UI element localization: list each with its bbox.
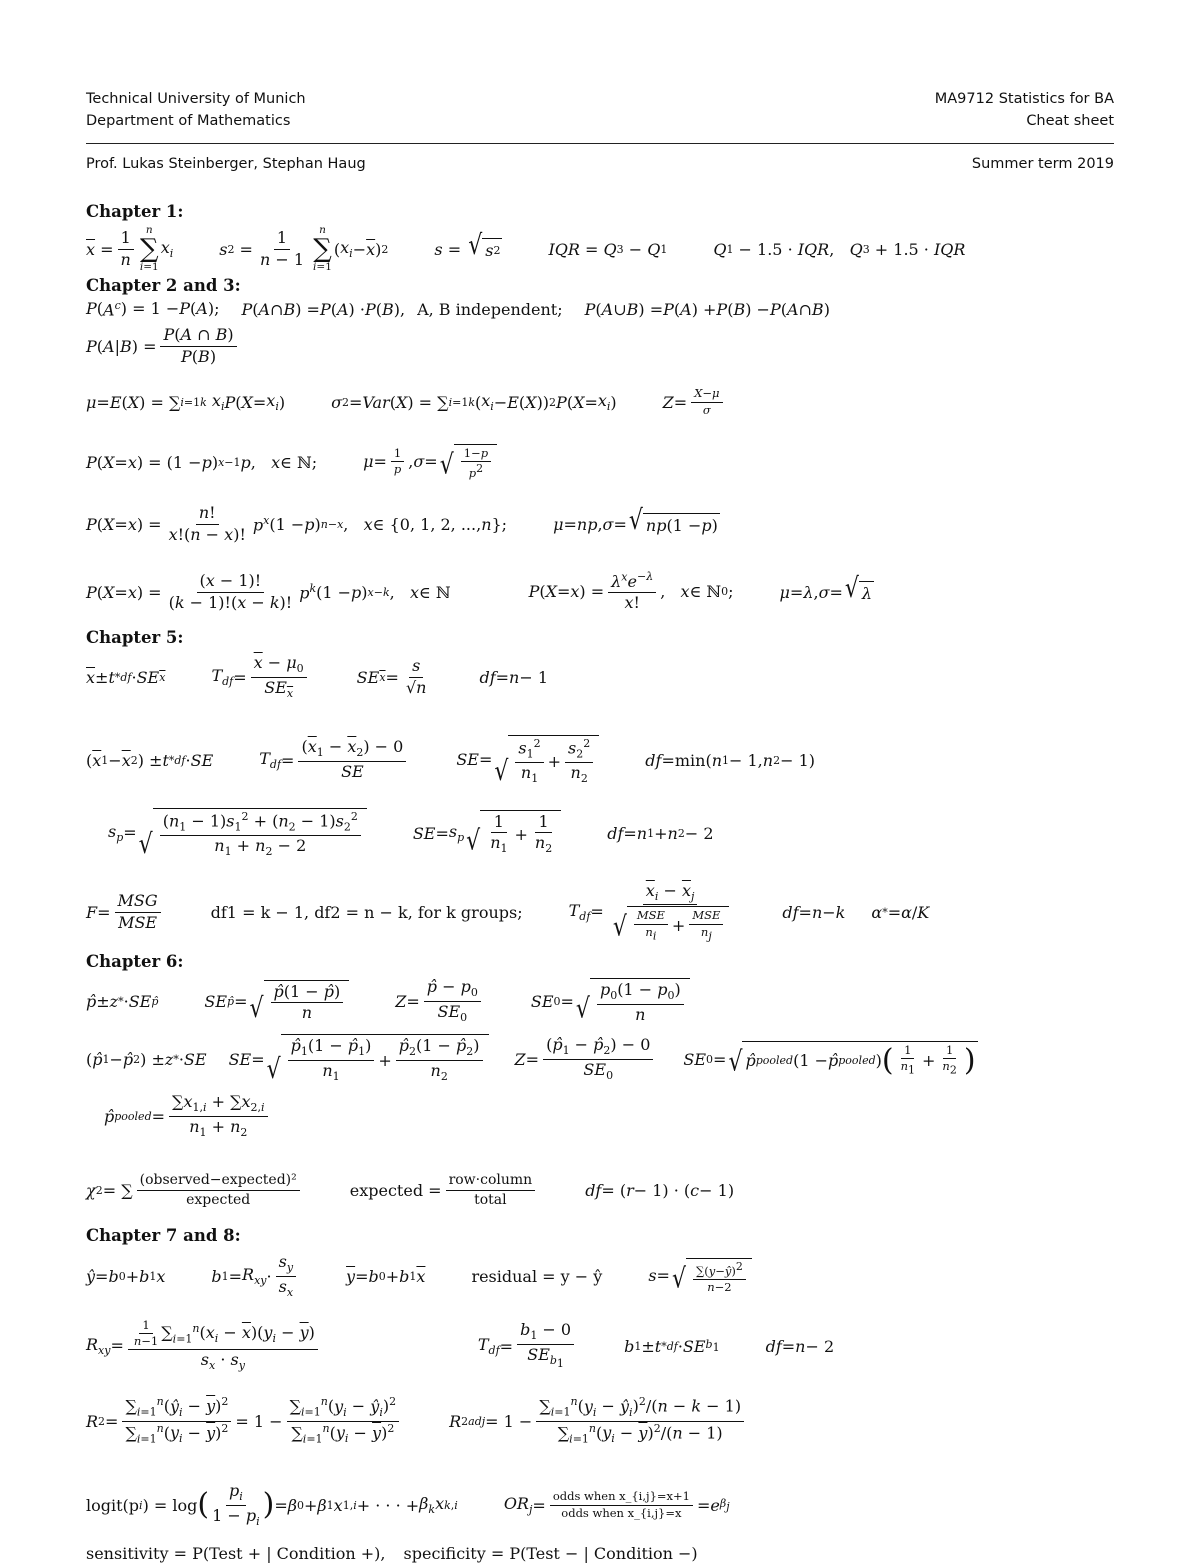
department-name: Department of Mathematics bbox=[86, 113, 291, 129]
chapter-7-8-heading: Chapter 7 and 8: bbox=[86, 1226, 241, 1245]
formula-f-statistic: F = $\frac{\text{MSG}}{\text{MSE}}$ bbox=[86, 892, 165, 932]
formula-regression-line: ŷ = b 0 + b 1 x bbox=[86, 1266, 166, 1286]
formula-slope: b 1 = $R_{xy}$ · $\frac{s_y}{s_x}$ bbox=[211, 1253, 300, 1300]
formula-negative-binomial: P ( X = x ) = $\frac{(x - 1)!}{(k - 1)!(x - k)!}$ $p^k$ (1 − p ) x−k , x ∈ ℕ bbox=[86, 571, 451, 612]
formula-se0-proportion: SE 0 = √ $\frac{p_0(1 - p_0)}{n}$ bbox=[531, 978, 690, 1024]
label-sensitivity: sensitivity = P(Test + | Condition +), bbox=[86, 1543, 386, 1563]
formula-variance-rv: σ 2 = Var ( X ) = ∑ i=1 k ( $x_i$ − E ( X )) 2 P ( X = $x_i$ ) bbox=[331, 390, 617, 414]
formula-sd: s = √ s 2 bbox=[434, 230, 501, 262]
formula-poisson: P ( X = x ) = $\frac{\lambda^xe^{-\lambda}}{x!}$ , x ∈ ℕ 0 ; bbox=[528, 570, 734, 613]
formula-line-correlation bbox=[86, 1305, 1114, 1379]
formula-line-sensitivity bbox=[86, 1541, 1114, 1565]
formula-line-regression bbox=[86, 1247, 1114, 1305]
pooled-subscript-2: pooled bbox=[838, 1054, 876, 1067]
formula-line-one-sample-t bbox=[86, 649, 1114, 705]
label-residual: residual = y − ŷ bbox=[471, 1266, 603, 1286]
formula-iqr: IQR = Q 3 − Q 1 bbox=[548, 239, 668, 259]
formula-correlation: $R_{xy}$ = $\frac{1}{n-1}$ $\sum_{i=1}^n(x_i - \overline{x})(y_i - \overline{y})$ $s_x \cdot s_y$ bbox=[86, 1319, 322, 1373]
odds-numerator: odds when x_{i,j}=x+1 bbox=[550, 1490, 693, 1505]
formula-intersection: P ( A ∩ B ) = P ( A ) · P ( B ), bbox=[241, 299, 406, 319]
formula-chi-square: χ 2 = ∑ $\frac{\text{(observed−expected)²}}{\text{expected}}$ bbox=[86, 1172, 304, 1207]
formula-line-anova bbox=[86, 865, 1114, 951]
formula-line-r-squared bbox=[86, 1379, 1114, 1457]
label-specificity: specificity = P(Test − | Condition −) bbox=[403, 1543, 698, 1563]
label-anova-df: df1 = k − 1, df2 = n − k, for k groups; bbox=[210, 902, 523, 922]
formula-line-negbinomial-poisson bbox=[86, 557, 1114, 627]
label-expected: expected bbox=[349, 1180, 424, 1200]
formula-binomial-moments: μ = np , σ = √ np (1 − p ) bbox=[553, 505, 718, 537]
formula-variance: s 2 = $\frac{1}{n - 1}$ n ∑ i=1 ( $x_i$ − $\overline{x}$ ) 2 bbox=[219, 224, 389, 273]
total-label: total bbox=[474, 1191, 507, 1208]
formula-ci-proportion: p̂ ± z * · SE p̂ bbox=[86, 991, 159, 1011]
formula-intercept: $\overline{y}$ = b 0 + b 1 $\overline{x}$ bbox=[346, 1266, 426, 1286]
formula-se0-diff-proportions: SE 0 = √ p̂ pooled (1 − p̂ pooled ) ( $\frac{1}{n_1}$ + $\frac{1}{n_2}$ ) bbox=[683, 1042, 976, 1079]
formula-df-chi-square: df = ( r − 1) · ( c − 1) bbox=[585, 1180, 735, 1200]
formula-line-pooled-proportion bbox=[86, 1089, 1114, 1143]
formula-df-pooled: df = n 1 + n 2 − 2 bbox=[607, 823, 714, 843]
formula-line-two-sample-t bbox=[86, 705, 1114, 801]
formula-ci-slope: b 1 ± t * df · SE $b_1$ bbox=[624, 1336, 720, 1356]
formula-expectation: μ = E ( X ) = ∑ i=1 k $x_i$ P ( X = $x_i$ ) bbox=[86, 390, 286, 414]
formula-outlier-fences: Q 1 − 1.5 · IQR , Q 3 + 1.5 · IQR bbox=[713, 239, 966, 259]
formula-ci-diff-means: ( $\overline{x}$ 1 − $\overline{x}$ 2 ) ± t * df · SE bbox=[86, 750, 214, 770]
formula-df-welch: df =min( n 1 − 1, n 2 − 1) bbox=[645, 750, 815, 770]
university-name: Technical University of Munich bbox=[86, 91, 306, 107]
formula-complement: P ( $A^c$ ) = 1 − P ( A ); bbox=[86, 298, 220, 320]
formula-t-pairwise: $T_{df}$ = $\overline{x}_i - \overline{x}_j$ √ $\frac{\text{MSE}}{n_i}$ + $\frac{\text{MSE}}{n_j}$ bbox=[569, 882, 737, 943]
formula-expected-count: expected = $\frac{\text{row·column}}{\text{total}}$ bbox=[350, 1172, 539, 1207]
chi-numerator: (observed−expected)² bbox=[137, 1172, 300, 1190]
formula-r-squared: R 2 = $\frac{\sum_{i=1}^n(ŷ_i - \overline{y})^2}{\sum_{i=1}^n(y_i - \overline{y})^2}$ = 1 − $\frac{\sum_{i=1}^n(y_i - ŷ_i)^2}{\sum_{i=1}^n(y_i - \overline{y})^2}$ bbox=[86, 1396, 403, 1445]
label-independent: A, B independent; bbox=[417, 299, 563, 319]
formula-geometric-moments: μ = $\frac{1}{p}$ , σ = √ $\frac{1-p}{p^2}$ bbox=[363, 444, 497, 480]
row-column-label: row·column bbox=[446, 1172, 536, 1190]
formula-ci-diff-proportions: ( p̂ 1 − p̂ 2 ) ± z * · SE bbox=[86, 1049, 207, 1069]
formula-se-proportion: SE p̂ = √ $\frac{p̂(1 - p̂)}{n}$ bbox=[204, 980, 349, 1023]
formula-se-diff-means: SE = √ $\frac{s_1^2}{n_1}$ + $\frac{s_2^2}{n_2}$ bbox=[456, 735, 599, 786]
header-rule bbox=[86, 143, 1114, 144]
formula-logit: logit(p i ) = log ( $\frac{p_i}{1 - p_i}$ ) = β 0 + β 1 x 1,i + · · · + $\beta_kx$ k,i bbox=[86, 1480, 458, 1528]
formula-z-score: Z = $\frac{X-\mu}{\sigma}$ bbox=[663, 387, 727, 416]
chi-denominator: expected bbox=[186, 1191, 251, 1208]
formula-union: P ( A ∪ B ) = P ( A ) + P ( B ) − P ( A ∩ B ) bbox=[584, 299, 830, 319]
document-type: Cheat sheet bbox=[1026, 113, 1114, 129]
chapter-5-heading: Chapter 5: bbox=[86, 628, 184, 647]
formula-df-anova: df = n − k bbox=[782, 902, 846, 922]
chapter-2-3-heading: Chapter 2 and 3: bbox=[86, 276, 241, 295]
formula-df-one-sample: df = n − 1 bbox=[479, 667, 549, 687]
authors: Prof. Lukas Steinberger, Stephan Haug bbox=[86, 156, 366, 172]
formula-poisson-moments: μ = λ , σ = √ λ bbox=[779, 573, 873, 605]
formula-ci-mean: $\overline{x}$ ± t * df · SE $\overline{x}$ bbox=[86, 667, 166, 687]
formula-line-two-proportions bbox=[86, 1029, 1114, 1089]
formula-bonferroni: α * = α / K bbox=[871, 902, 930, 922]
formula-line-expectation bbox=[86, 371, 1114, 433]
formula-line-one-proportion bbox=[86, 973, 1114, 1029]
formula-z-diff-proportions: Z = $\frac{(p̂_1 - p̂_2) - 0}{SE_0}$ bbox=[515, 1036, 658, 1083]
formula-line-binomial bbox=[86, 491, 1114, 557]
formula-se-mean: SE $\overline{x}$ = $\frac{s}{√n}$ bbox=[356, 656, 427, 697]
formula-line-probability-rules bbox=[86, 297, 1114, 321]
formula-line-logistic bbox=[86, 1457, 1114, 1541]
formula-adjusted-r-squared: R 2 adj = 1 − $\frac{\sum_{i=1}^n(y_i - ŷ_i)^2/(n - k - 1)}{\sum_{i=1}^n(y_i - \overline{y})^2/(n - 1)}$ bbox=[449, 1396, 748, 1445]
formula-pooled-proportion: p̂ pooled = $\frac{\sum x_{1,i} + \sum x_{2,i}}{n_1 + n_2}$ bbox=[104, 1093, 272, 1140]
formula-line-ch1 bbox=[86, 223, 1114, 275]
formula-t-diff-means: $T_{df}$ = $\frac{(\overline{x}_1 - \overline{x}_2) - 0}{SE}$ bbox=[259, 738, 410, 781]
formula-conditional-probability: P ( A | B ) = $\frac{P(A \cap B)}{P(B)}$ bbox=[86, 326, 241, 366]
formula-geometric: P ( X = x ) = (1 − p ) x−1 p , x ∈ ℕ; bbox=[86, 452, 318, 472]
formula-mean: $\overline{x}$ = $\frac{1}{n}$ n ∑ i=1 $x_i$ bbox=[86, 224, 174, 273]
chapter-1-heading: Chapter 1: bbox=[86, 202, 184, 221]
formula-z-proportion: Z = $\frac{p̂ - p_0}{SE_0}$ bbox=[395, 978, 485, 1025]
chapter-6-heading: Chapter 6: bbox=[86, 952, 184, 971]
course-name: MA9712 Statistics for BA bbox=[934, 91, 1114, 107]
odds-denominator: odds when x_{i,j}=x bbox=[561, 1505, 682, 1520]
formula-df-regression: df = n − 2 bbox=[765, 1336, 835, 1356]
formula-t-statistic: $T_{df}$ = $\frac{\overline{x} - \mu_0}{SE_{\overline{x}}}$ bbox=[211, 654, 310, 701]
formula-line-geometric bbox=[86, 433, 1114, 491]
header-top bbox=[86, 88, 1114, 132]
formula-odds-ratio: $OR_j$ = $\frac{\text{odds when x\_\{i,j\}=x+1}}{\text{odds when x\_\{i,j\}=x}}$ = e $\beta_j$ bbox=[503, 1489, 730, 1520]
formula-binomial: P ( X = x ) = $\frac{n!}{x!(n - x)!}$ $p^x$ (1 − p ) n−x , x ∈ {0, 1, 2, ..., n }; bbox=[86, 503, 508, 544]
formula-se-pooled: SE = $s_p$ √ $\frac{1}{n_1}$ + $\frac{1}{n_2}$ bbox=[413, 810, 561, 856]
formula-se-diff-proportions: SE = √ $\frac{p̂_1(1 - p̂_1)}{n_1}$ + $\frac{p̂_2(1 - p̂_2)}{n_2}$ bbox=[229, 1034, 489, 1084]
formula-line-chi-square bbox=[86, 1143, 1114, 1225]
term: Summer term 2019 bbox=[971, 156, 1114, 172]
formula-residual-sd: s = √ $\frac{\sum(y-ŷ)^2}{n-2}$ bbox=[648, 1258, 752, 1294]
pooled-subscript-3: pooled bbox=[114, 1109, 152, 1123]
label-logit: logit(p bbox=[86, 1495, 140, 1515]
header-bottom bbox=[86, 153, 1114, 175]
formula-pooled-sd: $s_p$ = √ $\frac{(n_1 - 1)s_1^2 + (n_2 - 1)s_2^2}{n_1 + n_2 - 2}$ bbox=[108, 808, 367, 859]
formula-line-pooled bbox=[86, 801, 1114, 865]
pooled-subscript: pooled bbox=[755, 1054, 794, 1067]
formula-t-slope: $T_{df}$ = $\frac{b_1 - 0}{SE_{b_1}}$ bbox=[478, 1321, 578, 1371]
formula-line-conditional bbox=[86, 321, 1114, 371]
